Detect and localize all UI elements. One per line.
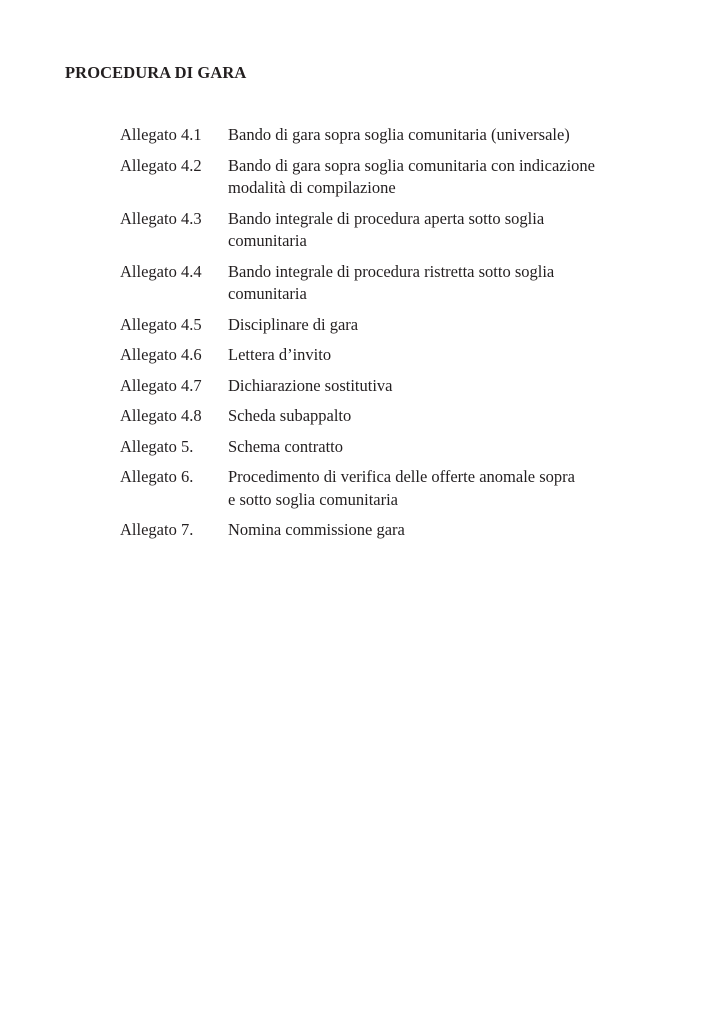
description-line: Lettera d’invito: [228, 345, 332, 364]
description-line: modalità di compilazione: [228, 178, 396, 197]
attachment-row: [120, 519, 660, 542]
attachments-list: [120, 124, 660, 550]
description-line: Dichiarazione sostitutiva: [228, 375, 393, 395]
attachment-label: Allegato 4.3: [120, 208, 202, 228]
attachment-description: [228, 405, 660, 428]
attachment-label: Allegato 6.: [120, 467, 194, 486]
attachment-row: [120, 436, 660, 459]
attachment-row: [120, 261, 660, 306]
attachment-description: [228, 519, 660, 542]
description-line: Scheda subappalto: [228, 406, 352, 425]
attachment-description: [228, 314, 660, 337]
attachment-label: Allegato 4.2: [120, 155, 202, 175]
description-line: comunitaria: [228, 231, 307, 250]
attachment-label: Allegato 4.1: [120, 125, 202, 144]
attachment-description: [228, 155, 660, 200]
description-line: Procedimento di verifica delle offerte anomale sopra: [228, 467, 575, 486]
description-line: Bando di gara sopra soglia comunitaria (universale): [228, 125, 570, 144]
description-line: Bando integrale di procedura aperta sotto soglia: [228, 208, 545, 228]
attachment-description: [228, 375, 660, 398]
description-line: Schema contratto: [228, 436, 344, 456]
attachment-description: [228, 344, 660, 367]
attachment-row: [120, 155, 660, 200]
attachment-label: Allegato 5.: [120, 436, 194, 456]
attachment-description: [228, 466, 660, 511]
attachment-label: Allegato 4.7: [120, 375, 202, 395]
attachment-description: [228, 124, 660, 147]
attachment-row: [120, 375, 660, 398]
attachment-label: Allegato 4.8: [120, 406, 202, 425]
attachment-row: [120, 405, 660, 428]
section-heading: PROCEDURA DI GARA: [65, 63, 247, 82]
description-line: Nomina commissione gara: [228, 520, 405, 539]
attachment-row: [120, 344, 660, 367]
attachment-row: [120, 466, 660, 511]
attachment-label: Allegato 7.: [120, 520, 194, 539]
attachment-description: [228, 261, 660, 306]
attachment-description: [228, 208, 660, 253]
attachment-row: [120, 314, 660, 337]
description-line: Bando integrale di procedura ristretta sotto soglia: [228, 261, 555, 281]
attachment-label: Allegato 4.4: [120, 261, 202, 281]
attachment-label: Allegato 4.6: [120, 345, 202, 364]
attachment-row: [120, 124, 660, 147]
description-line: e sotto soglia comunitaria: [228, 489, 399, 509]
description-line: comunitaria: [228, 284, 307, 303]
attachment-description: [228, 436, 660, 459]
description-line: Disciplinare di gara: [228, 314, 359, 334]
attachment-row: [120, 208, 660, 253]
description-line: Bando di gara sopra soglia comunitaria con indicazione: [228, 155, 596, 175]
attachment-label: Allegato 4.5: [120, 314, 202, 334]
